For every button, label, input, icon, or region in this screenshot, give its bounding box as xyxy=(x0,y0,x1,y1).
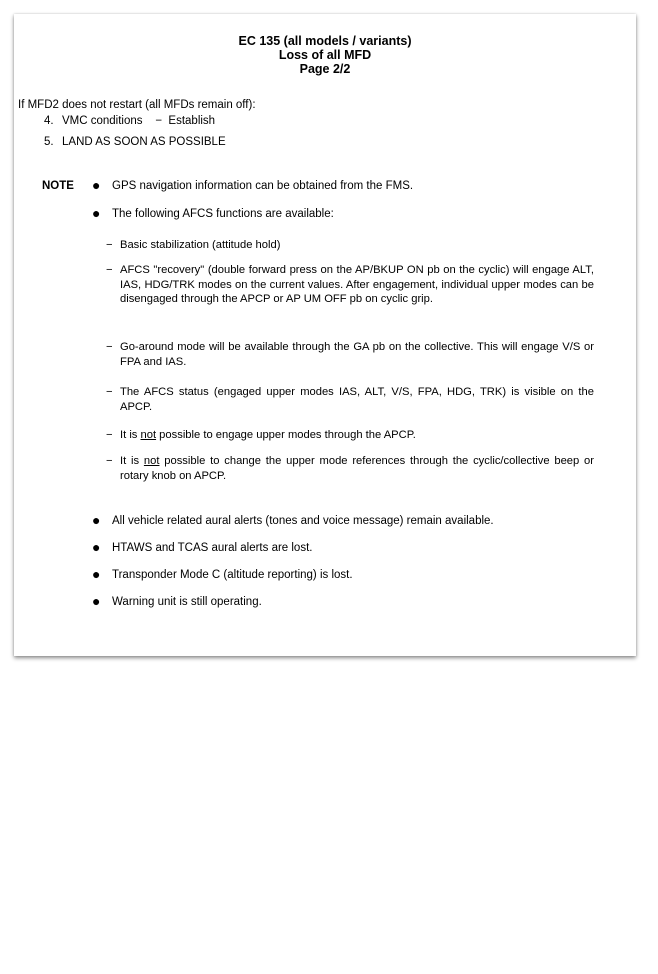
afcs-item xyxy=(106,263,594,307)
afcs-item-text: AFCS "recovery" (double forward press on the AP/BKUP ON pb on the cyclic) will engage ALT, IAS, HDG/TRK modes on the current values. After engagement, individual upper modes can be disengaged through the APCP or AP UM OFF pb on cyclic grip. xyxy=(120,264,594,305)
dash-icon: − xyxy=(106,341,113,353)
bullet-icon: ● xyxy=(92,512,101,528)
header-subtitle: Loss of all MFD xyxy=(278,48,372,62)
dash-icon: − xyxy=(106,239,113,251)
emphasis-not: not xyxy=(143,455,160,467)
dash-icon: − xyxy=(106,429,113,441)
bullet-icon: ● xyxy=(92,177,101,193)
afcs-item xyxy=(106,238,594,253)
afcs-item xyxy=(106,385,594,414)
afcs-item-text: The AFCS status (engaged upper modes IAS, ALT, V/S, FPA, HDG, TRK) is visible on the APCP. xyxy=(120,386,594,413)
page-header xyxy=(14,34,636,76)
bullet-text: HTAWS and TCAS aural alerts are lost. xyxy=(112,542,313,554)
bullet-text: GPS navigation information can be obtained from the FMS. xyxy=(112,180,414,192)
afcs-item-text: Go-around mode will be available through the GA pb on the collective. This will engage V/S or FPA and IAS. xyxy=(120,341,594,368)
afcs-item xyxy=(106,428,594,443)
bullet-icon: ● xyxy=(92,593,101,609)
header-page-number: Page 2/2 xyxy=(299,62,351,76)
header-title: EC 135 (all models / variants) xyxy=(238,34,412,48)
afcs-item xyxy=(106,340,594,369)
afcs-item-text: Basic stabilization (attitude hold) xyxy=(120,239,281,251)
step-text: LAND AS SOON AS POSSIBLE xyxy=(62,136,226,148)
step-number: 4. xyxy=(44,115,54,127)
step-number: 5. xyxy=(44,136,54,148)
afcs-item-text: It is not possible to engage upper modes through the APCP. xyxy=(120,429,416,441)
emphasis-not: not xyxy=(140,429,157,441)
dash-icon: − xyxy=(106,386,113,398)
bullet-icon: ● xyxy=(92,566,101,582)
bullet-text: Warning unit is still operating. xyxy=(112,596,262,608)
note-label: NOTE xyxy=(42,180,74,192)
intro-text: If MFD2 does not restart (all MFDs remain off): xyxy=(18,99,256,111)
dash-icon: − xyxy=(106,455,113,467)
bullet-icon: ● xyxy=(92,539,101,555)
bullet-text: The following AFCS functions are available: xyxy=(112,208,334,220)
bullet-text: Transponder Mode C (altitude reporting) is lost. xyxy=(112,569,353,581)
document-page xyxy=(14,14,636,656)
afcs-item xyxy=(106,454,594,483)
bullet-text: All vehicle related aural alerts (tones and voice message) remain available. xyxy=(112,515,494,527)
bullet-icon: ● xyxy=(92,205,101,221)
dash-icon: − xyxy=(106,264,113,276)
step-text: VMC conditions − Establish xyxy=(62,115,216,127)
afcs-item-text: It is not possible to change the upper mode references through the cyclic/collective beep or rotary knob on APCP. xyxy=(120,455,594,482)
